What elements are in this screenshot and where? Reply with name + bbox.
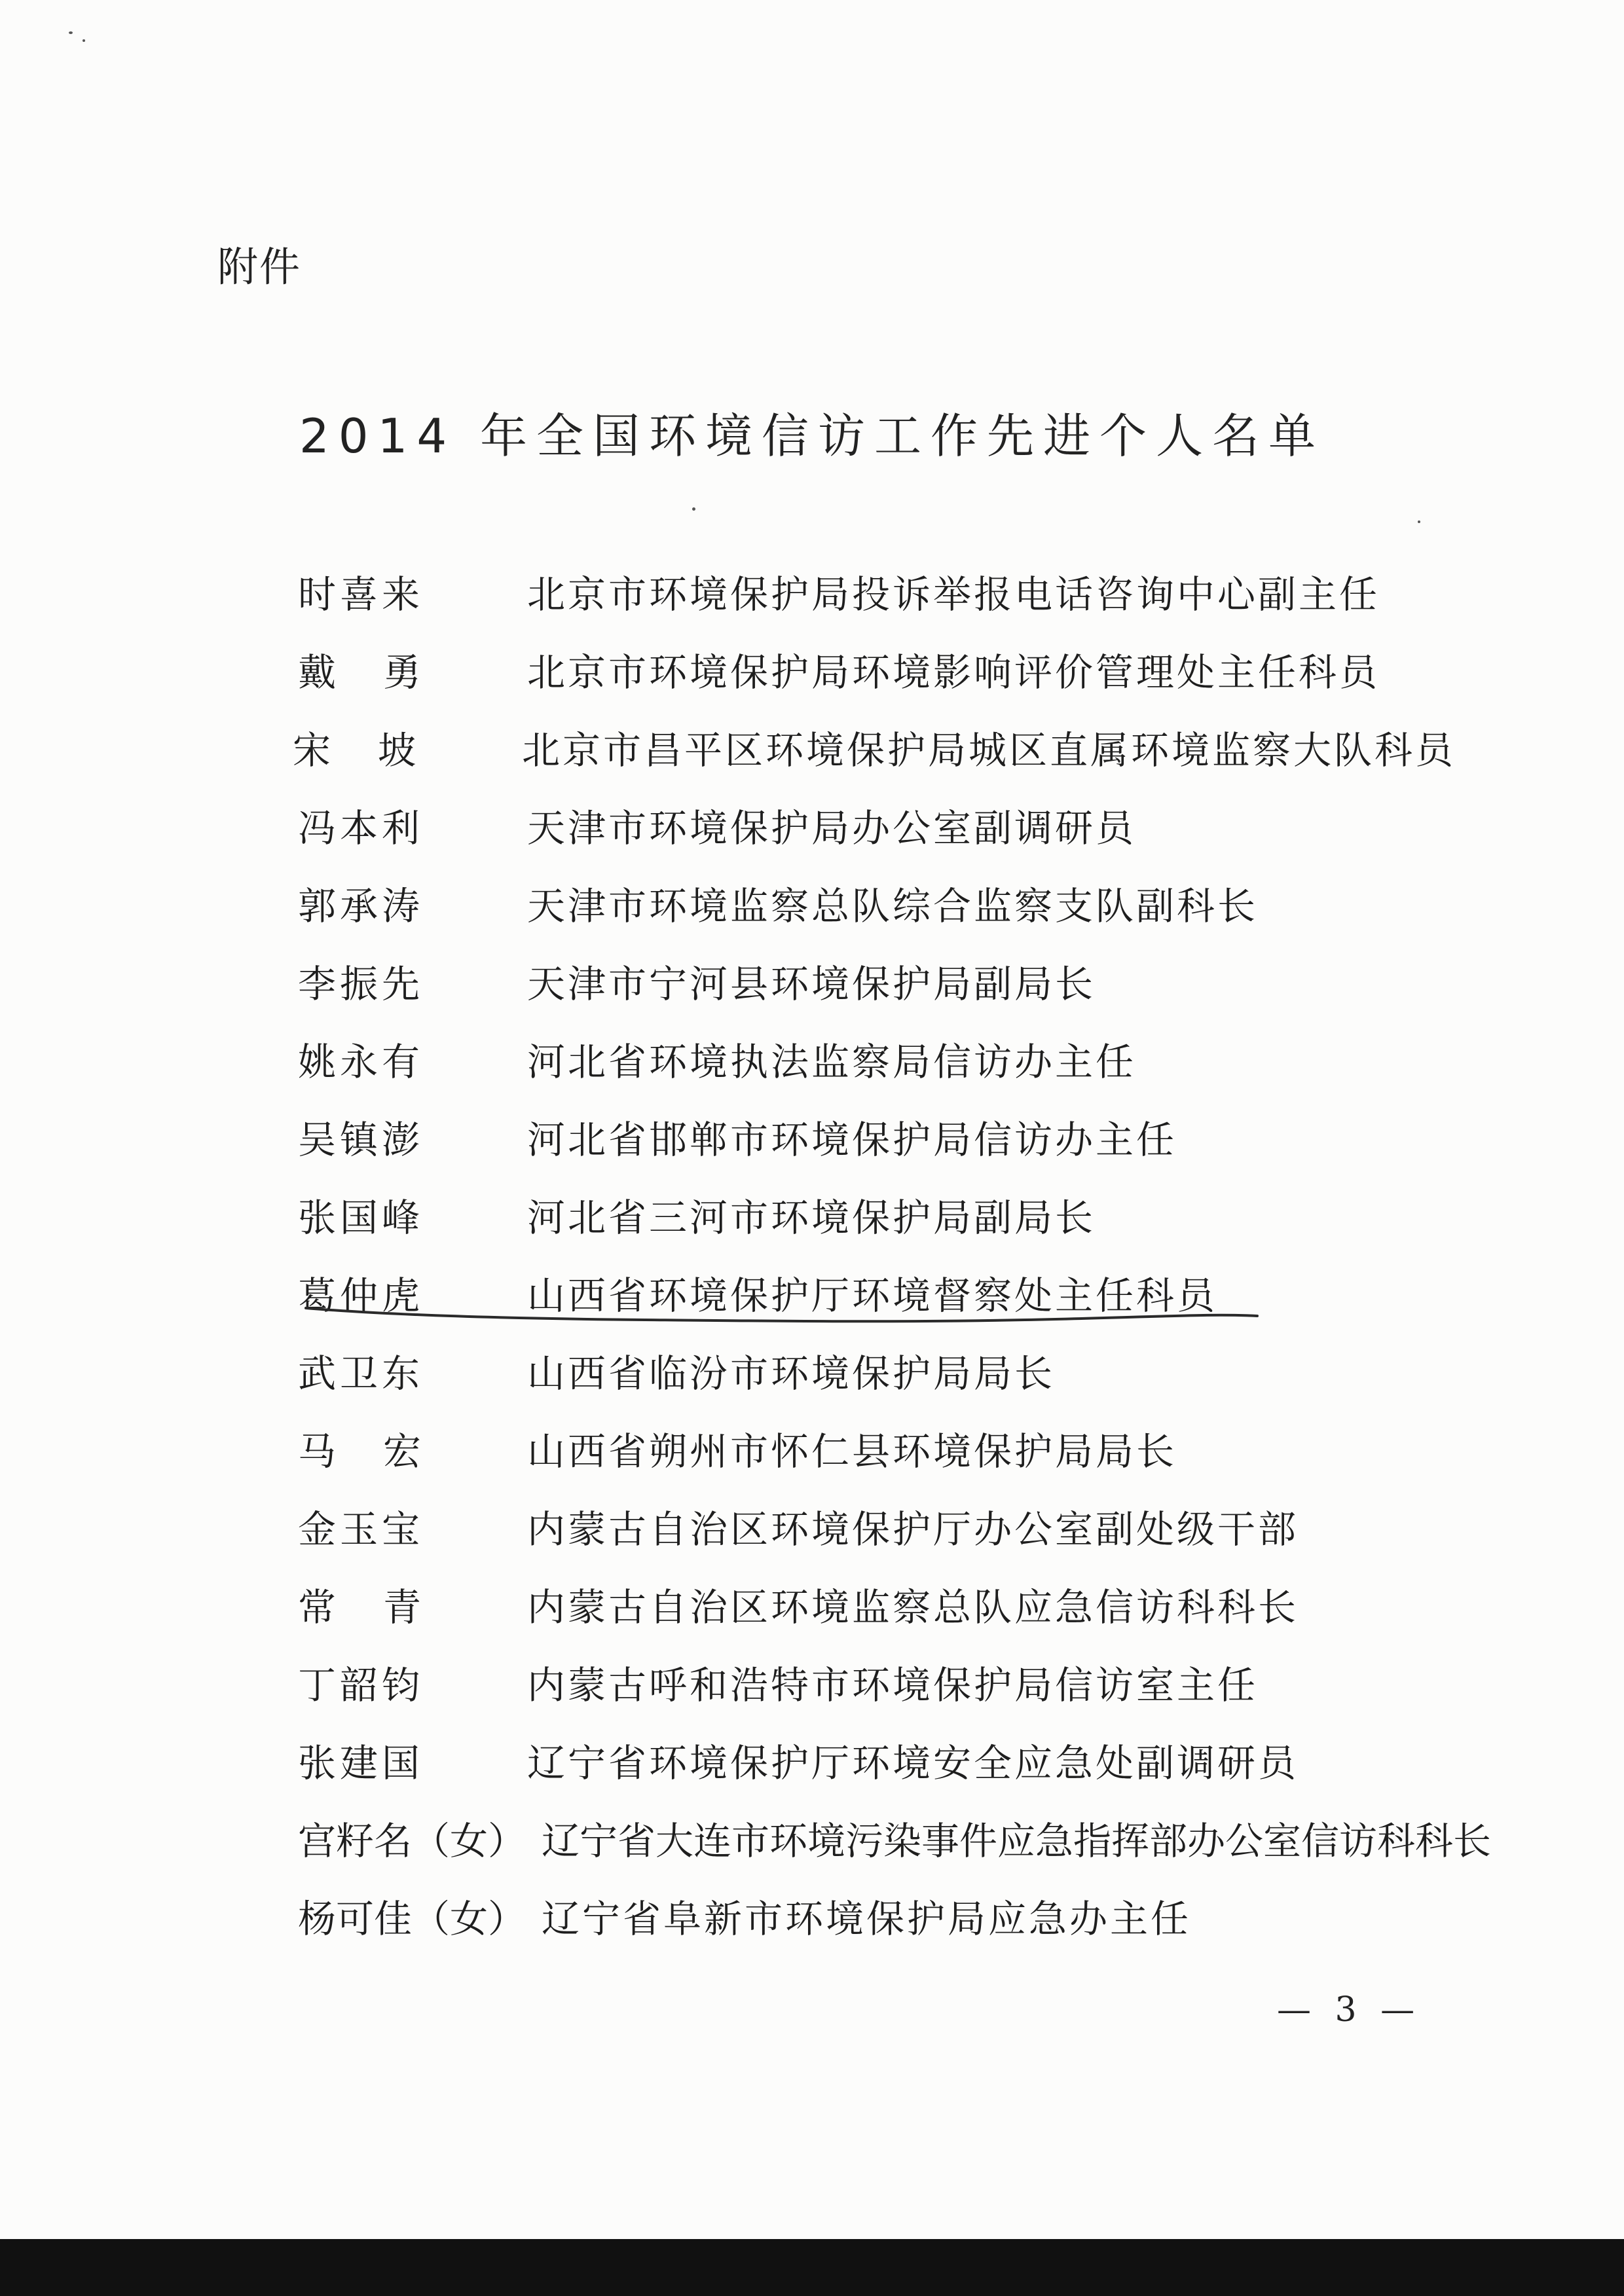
person-name: 宋坡 bbox=[293, 728, 464, 773]
person-post: 内蒙古自治区环境保护厅办公室副处级干部 bbox=[527, 1507, 1299, 1552]
list-item bbox=[298, 1503, 1542, 1581]
person-post: 内蒙古自治区环境监察总队应急信访科科长 bbox=[527, 1585, 1299, 1630]
honoree-list bbox=[293, 568, 1542, 1971]
person-post: 辽宁省环境保护厅环境安全应急处副调研员 bbox=[527, 1741, 1299, 1785]
person-post: 辽宁省阜新市环境保护局应急办主任 bbox=[542, 1897, 1192, 1941]
list-item bbox=[298, 1347, 1542, 1425]
scan-speck bbox=[692, 507, 695, 511]
person-post: 山西省朔州市怀仁县环境保护局局长 bbox=[527, 1429, 1177, 1474]
person-post: 北京市环境保护局环境影响评价管理处主任科员 bbox=[527, 650, 1380, 695]
list-item bbox=[298, 1815, 1542, 1893]
list-item bbox=[298, 958, 1542, 1036]
person-post: 天津市宁河县环境保护局副局长 bbox=[527, 962, 1096, 1006]
list-item bbox=[298, 646, 1542, 724]
person-post: 河北省环境执法监察局信访办主任 bbox=[527, 1040, 1137, 1084]
person-name: 吴镇澎 bbox=[298, 1118, 424, 1162]
person-name: 戴勇 bbox=[298, 650, 469, 695]
attachment-label: 附件 bbox=[217, 243, 302, 291]
scan-speck bbox=[1418, 520, 1420, 523]
list-item bbox=[298, 1893, 1542, 1971]
person-name: 宫籽名（女） bbox=[298, 1819, 526, 1863]
list-item bbox=[298, 1425, 1542, 1503]
person-name: 葛仲虎 bbox=[298, 1273, 424, 1318]
person-post: 天津市环境保护局办公室副调研员 bbox=[527, 806, 1137, 850]
scan-speck bbox=[83, 39, 85, 42]
person-name: 丁韶钧 bbox=[298, 1663, 424, 1707]
list-item bbox=[298, 1659, 1542, 1737]
person-name: 张建国 bbox=[298, 1741, 424, 1785]
person-name: 时喜来 bbox=[298, 572, 424, 617]
person-name: 张国峰 bbox=[298, 1195, 424, 1240]
person-name: 常青 bbox=[298, 1585, 469, 1630]
list-item bbox=[298, 568, 1542, 646]
person-post: 北京市昌平区环境保护局城区直属环境监察大队科员 bbox=[522, 728, 1456, 773]
person-post: 河北省邯郸市环境保护局信访办主任 bbox=[527, 1118, 1177, 1162]
list-item bbox=[298, 880, 1542, 958]
list-item bbox=[298, 1114, 1542, 1192]
person-name: 武卫东 bbox=[298, 1351, 424, 1396]
person-name: 李振先 bbox=[298, 962, 424, 1006]
handwritten-underline bbox=[304, 1303, 1261, 1329]
person-post: 辽宁省大连市环境污染事件应急指挥部办公室信访科科长 bbox=[542, 1819, 1492, 1863]
person-post: 北京市环境保护局投诉举报电话咨询中心副主任 bbox=[527, 572, 1380, 617]
scan-edge-band bbox=[0, 2239, 1624, 2296]
person-post: 天津市环境监察总队综合监察支队副科长 bbox=[527, 884, 1259, 928]
person-name: 杨可佳（女） bbox=[298, 1897, 526, 1941]
page-number: — 3 — bbox=[1277, 1990, 1422, 2030]
person-name: 马宏 bbox=[298, 1429, 469, 1474]
list-item bbox=[298, 1737, 1542, 1815]
list-item bbox=[293, 724, 1542, 802]
person-post: 内蒙古呼和浩特市环境保护局信访室主任 bbox=[527, 1663, 1259, 1707]
person-post: 山西省环境保护厅环境督察处主任科员 bbox=[527, 1273, 1218, 1318]
person-name: 姚永有 bbox=[298, 1040, 424, 1084]
person-name: 冯本利 bbox=[298, 806, 424, 850]
list-item bbox=[298, 1036, 1542, 1114]
person-name: 郭承涛 bbox=[298, 884, 424, 928]
list-item bbox=[298, 1192, 1542, 1269]
person-name: 金玉宝 bbox=[298, 1507, 424, 1552]
person-post: 山西省临汾市环境保护局局长 bbox=[527, 1351, 1056, 1396]
scan-speck bbox=[69, 31, 73, 34]
page-title: 2014 年全国环境信访工作先进个人名单 bbox=[299, 409, 1325, 464]
list-item bbox=[298, 1581, 1542, 1659]
list-item bbox=[298, 802, 1542, 880]
person-post: 河北省三河市环境保护局副局长 bbox=[527, 1195, 1096, 1240]
